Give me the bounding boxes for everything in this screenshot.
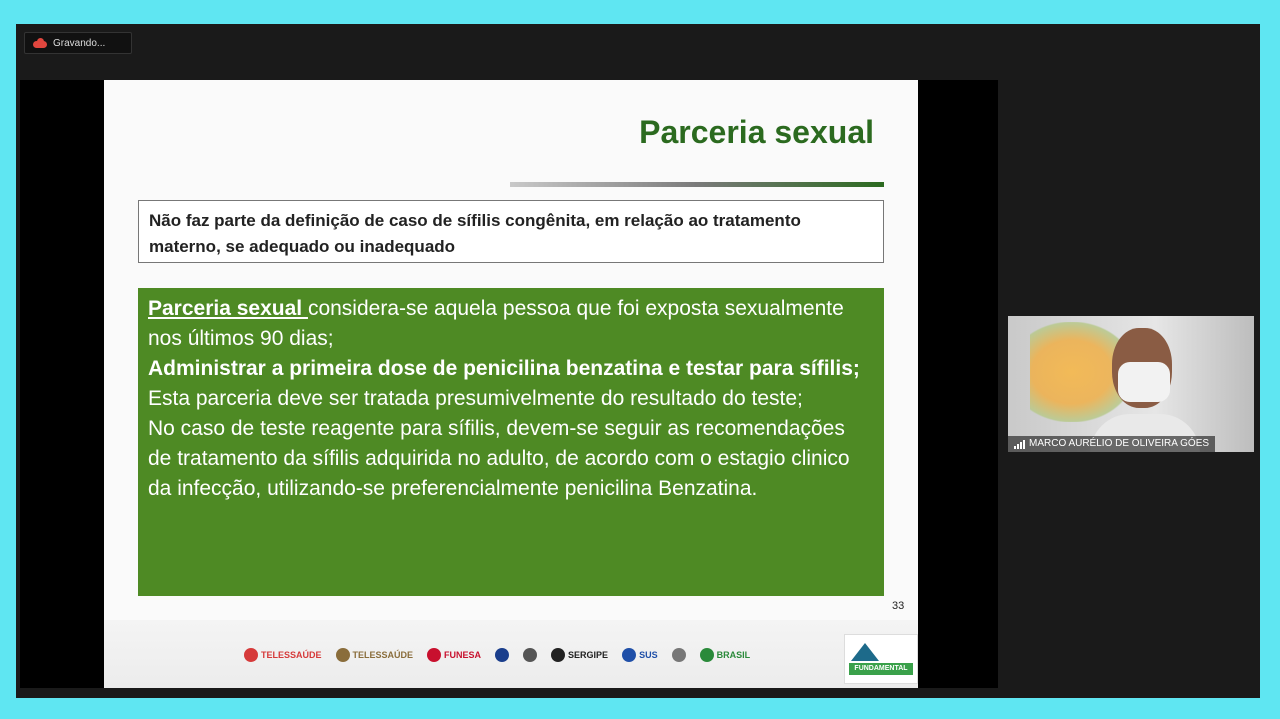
funesa-logo-icon <box>427 646 481 664</box>
term-paragraph <box>148 294 874 354</box>
telessaude-logo-icon <box>244 646 322 664</box>
content-box <box>138 288 884 596</box>
term-definition: considera-se aquela pessoa que foi exposta sexualmente nos últimos 90 dias; <box>148 297 844 350</box>
logo-mark <box>336 648 350 662</box>
atencao-fundamental-logo-icon <box>844 634 918 684</box>
logo-text: FUNESA <box>444 650 482 660</box>
slide-title: Parceria sexual <box>639 114 874 150</box>
corner-logo-text: FUNDAMENTAL <box>849 663 913 675</box>
recording-label: Gravando... <box>53 37 106 49</box>
logo-text: TELESSAÚDE <box>352 650 414 660</box>
presumptive-paragraph: Esta parceria deve ser tratada presumivelmente do resultado do teste; <box>148 387 803 410</box>
logo-mark <box>427 648 441 662</box>
participant-name: MARCO AURÉLIO DE OLIVEIRA GÓES <box>1029 438 1210 449</box>
ministry-logo-icon <box>672 646 686 664</box>
logo-mark <box>244 648 258 662</box>
telessaude-seal-icon <box>336 646 414 664</box>
face-mask <box>1118 362 1170 402</box>
sus-cross-icon <box>622 646 658 664</box>
recording-indicator[interactable] <box>24 32 132 54</box>
logo-mark <box>622 648 636 662</box>
logo-text: TELESSAÚDE <box>261 650 322 660</box>
title-underline <box>510 182 884 187</box>
definition-box: Não faz parte da definição de caso de sífilis congênita, em relação ao tratamento materno, se adequado ou inadequado <box>138 200 884 263</box>
participant-video-tile[interactable] <box>1008 316 1254 452</box>
term-label: Parceria sexual <box>148 297 308 320</box>
university-crest-icon <box>495 646 509 664</box>
cloud-recording-icon <box>33 38 47 48</box>
logo-mark <box>551 648 565 662</box>
logo-text: SERGIPE <box>568 650 609 660</box>
screen-share-area <box>20 80 998 688</box>
logo-mark <box>523 648 537 662</box>
logo-text: SUS <box>639 650 658 660</box>
meeting-window <box>16 24 1260 698</box>
presentation-slide <box>104 80 918 688</box>
logo-mark <box>672 648 686 662</box>
participant-name-tag <box>1008 436 1215 452</box>
partner-logos <box>244 646 750 664</box>
instruction-paragraph: Administrar a primeira dose de penicilina benzatina e testar para sífilis; <box>148 357 860 380</box>
logo-mark <box>700 648 714 662</box>
page-number: 33 <box>892 600 905 612</box>
signal-bars-icon <box>1014 440 1025 449</box>
logo-mark <box>495 648 509 662</box>
brasil-flag-icon <box>700 646 751 664</box>
government-seal-icon <box>523 646 537 664</box>
mountain-shape <box>851 643 879 661</box>
logo-text: BRASIL <box>716 650 751 660</box>
reagent-paragraph: No caso de teste reagente para sífilis, devem-se seguir as recomendações de tratamento da sífilis adquirida no adulto, de acordo com o estagio clinico da infecção, utilizando-se preferencialmente penicilina Benzatina. <box>148 417 850 500</box>
sergipe-logo-icon <box>551 646 608 664</box>
